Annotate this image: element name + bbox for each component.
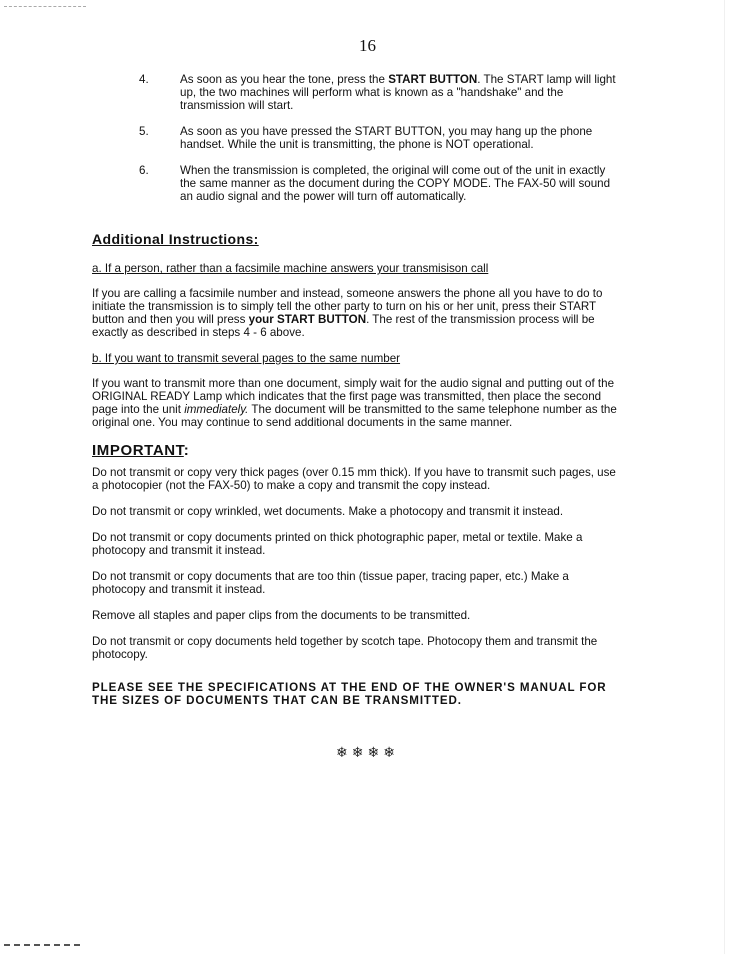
step-text: As soon as you have pressed the START BUTTON, you may hang up the phone handset. While the unit is transmitting, the phone is NOT operational. (180, 125, 593, 151)
specifications-notice: PLEASE SEE THE SPECIFICATIONS AT THE END OF THE OWNER'S MANUAL FOR THE SIZES OF DOCUMENTS THAT CAN BE TRANSMITTED. (92, 681, 607, 707)
important-item: Do not transmit or copy wrinkled, wet documents. Make a photocopy and transmit it instead. (92, 505, 564, 518)
important-item: Do not transmit or copy documents held together by scotch tape. Photocopy them and transmit the photocopy. (92, 635, 598, 661)
snowflake-ornament-icon: ❄❄❄❄ (336, 744, 399, 760)
step-list (0, 73, 735, 216)
scan-mark-top (4, 6, 86, 8)
scan-mark-bottom (4, 944, 80, 948)
main-content (92, 230, 622, 707)
important-item: Do not transmit or copy very thick pages (over 0.15 mm thick). If you have to transmit such pages, use a photocopier (not the FAX-50) to make a copy and transmit the copy instead. (92, 466, 616, 492)
important-item: Do not transmit or copy documents printed on thick photographic paper, metal or textile. Make a photocopy and transmit it instead. (92, 531, 583, 557)
page-number: 16 (359, 36, 376, 55)
paragraph-text: If you want to transmit more than one document, simply wait for the audio signal and putting out of the ORIGINAL READY Lamp which indicates that the first page was transmitted, then place the second page into the unit (92, 377, 615, 416)
paragraph-text: If you are calling a facsimile number and instead, someone answers the phone all you have to do to initiate the transmission is to simply tell the other party to turn on his or her unit, press their START button and then you will press (92, 287, 603, 326)
paragraph-a (92, 287, 622, 339)
paragraph-bold: your START BUTTON (248, 313, 367, 326)
step-text-part: . The START lamp will light up, the two machines will perform what is known as a "handshake" and the transmission will start. (180, 73, 616, 112)
additional-instructions-heading: Additional Instructions: (92, 231, 259, 247)
step-number: 5. (139, 125, 149, 138)
paragraph-text: . The rest of the transmission process will be exactly as described in steps 4 - 6 above. (92, 313, 595, 339)
important-heading (92, 442, 622, 460)
step-4 (0, 73, 735, 112)
important-item: Do not transmit or copy documents that are too thin (tissue paper, tracing paper, etc.) Make a photocopy and transmit it instead. (92, 570, 569, 596)
subheading-a: a. If a person, rather than a facsimile machine answers your transmisison call (92, 262, 489, 275)
important-item: Remove all staples and paper clips from the documents to be transmitted. (92, 609, 471, 622)
paragraph-text: The document will be transmitted to the same telephone number as the original one. You may continue to send additional documents in the same manner. (92, 403, 617, 429)
step-text-part: As soon as you hear the tone, press the (180, 73, 389, 86)
paragraph-italic: immediately. (184, 403, 249, 416)
step-text (180, 73, 620, 112)
step-6 (0, 164, 735, 203)
start-button-label: START BUTTON (388, 73, 478, 86)
important-title: IMPORTANT (92, 442, 184, 459)
step-number: 6. (139, 164, 149, 177)
step-text: When the transmission is completed, the original will come out of the unit in exactly the same manner as the document during the COPY MODE. The FAX-50 will sound an audio signal and the power will turn off automatically. (180, 164, 611, 203)
step-number: 4. (139, 73, 149, 86)
subheading-b: b. If you want to transmit several pages to the same number (92, 352, 401, 365)
paragraph-b (92, 377, 622, 429)
step-5 (0, 125, 735, 151)
important-colon: : (183, 442, 190, 459)
